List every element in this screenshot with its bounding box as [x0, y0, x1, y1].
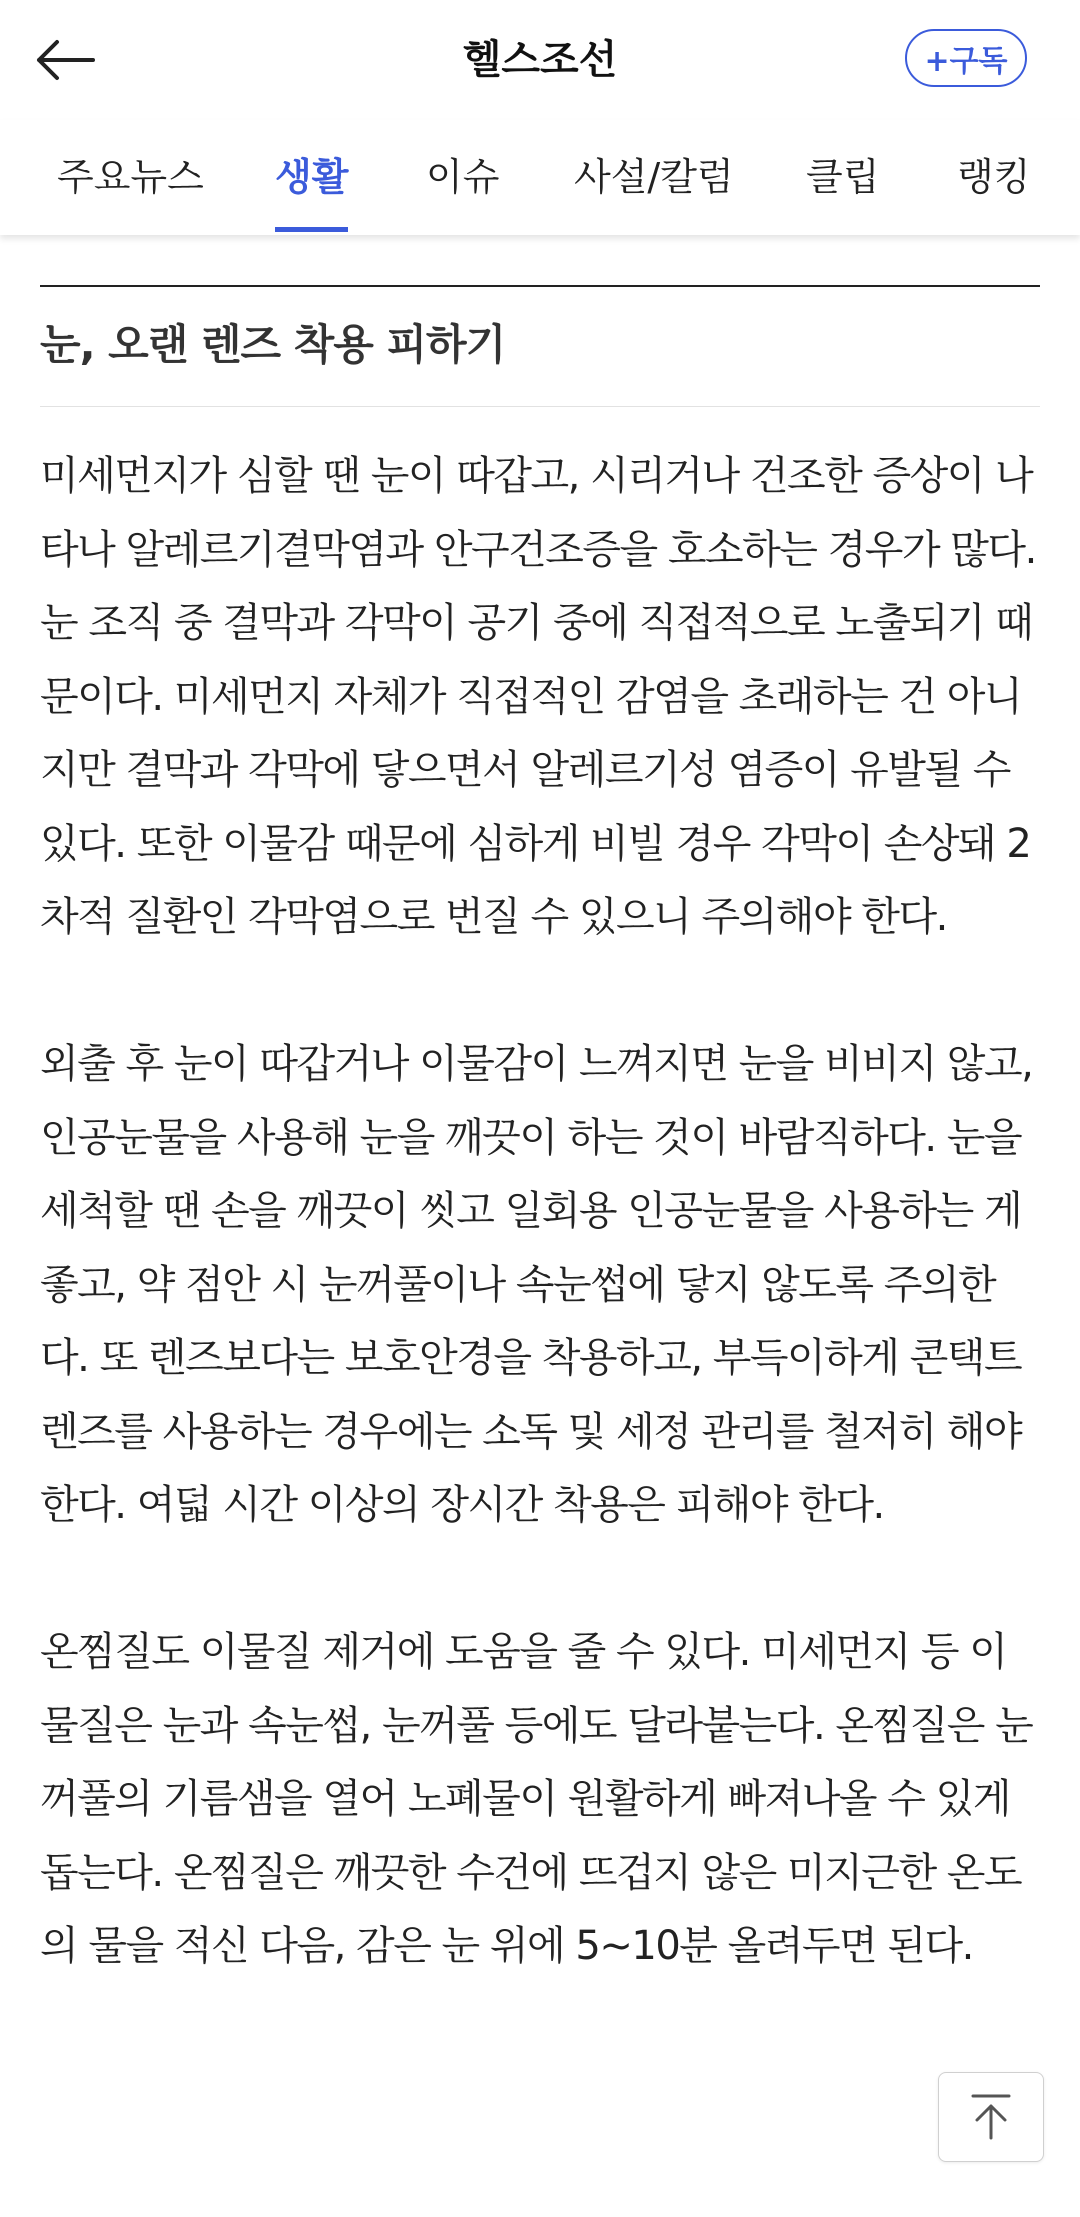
arrow-up-to-top-icon — [969, 2092, 1013, 2142]
tab-label: 생활 — [275, 155, 349, 199]
tab-label: 사설/칼럼 — [574, 155, 734, 199]
tab-label: 클립 — [806, 155, 880, 199]
category-tabs — [0, 120, 1080, 235]
scroll-to-top-button[interactable] — [938, 2072, 1044, 2162]
app-header — [0, 0, 1080, 120]
tab-clip[interactable] — [806, 120, 879, 235]
app-title: 헬스조선 — [462, 37, 618, 83]
tab-label: 주요뉴스 — [57, 155, 204, 199]
tab-life[interactable] — [275, 120, 348, 235]
tab-ranking[interactable] — [957, 120, 1030, 235]
tab-label: 이슈 — [426, 155, 500, 199]
subscribe-button[interactable]: +구독 — [905, 29, 1027, 87]
article-paragraph: 미세먼지가 심할 땐 눈이 따갑고, 시리거나 건조한 증상이 나타나 알레르기결막염과 안구건조증을 호소하는 경우가 많다. 눈 조직 중 결막과 각막이 공기 중에 직접적으로 노출되기 때문이다. 미세먼지 자체가 직접적인 감염을 초래하는 건 아니지만 결막과 각막에 닿으면서 알레르기성 염증이 유발될 수 있다. 또한 이물감 때문에 심하게 비빌 경우 각막이 손상돼 2차적 질환인 각막염으로 번질 수 있으니 주의해야 한다. — [40, 453, 1036, 940]
article-paragraph: 온찜질도 이물질 제거에 도움을 줄 수 있다. 미세먼지 등 이물질은 눈과 속눈썹, 눈꺼풀 등에도 달라붙는다. 온찜질은 눈꺼풀의 기름샘을 열어 노폐물이 원활하게 빠져나올 수 있게 돕는다. 온찜질은 깨끗한 수건에 뜨겁지 않은 미지근한 온도의 물을 적신 다음, 감은 눈 위에 5~10분 올려두면 된다. — [40, 1629, 1033, 1969]
article-paragraph: 외출 후 눈이 따갑거나 이물감이 느껴지면 눈을 비비지 않고, 인공눈물을 사용해 눈을 깨끗이 하는 것이 바람직하다. 눈을 세척할 땐 손을 깨끗이 씻고 일회용 인공눈물을 사용하는 게 좋고, 약 점안 시 눈꺼풀이나 속눈썹에 닿지 않도록 주의한다. 또 렌즈보다는 보호안경을 착용하고, 부득이하게 콘택트렌즈를 사용하는 경우에는 소독 및 세정 관리를 철저히 해야 한다. 여덟 시간 이상의 장시간 착용은 피해야 한다. — [40, 1041, 1033, 1528]
tab-issue[interactable] — [426, 120, 499, 235]
divider — [40, 285, 1040, 287]
tab-main-news[interactable] — [57, 120, 204, 235]
tab-editorial-column[interactable] — [574, 120, 734, 235]
article-body — [40, 440, 1040, 2057]
tab-label: 랭킹 — [957, 155, 1031, 199]
article-subheading: 눈, 오랜 렌즈 착용 피하기 — [40, 320, 506, 369]
active-tab-indicator — [275, 227, 348, 232]
divider — [40, 406, 1040, 407]
